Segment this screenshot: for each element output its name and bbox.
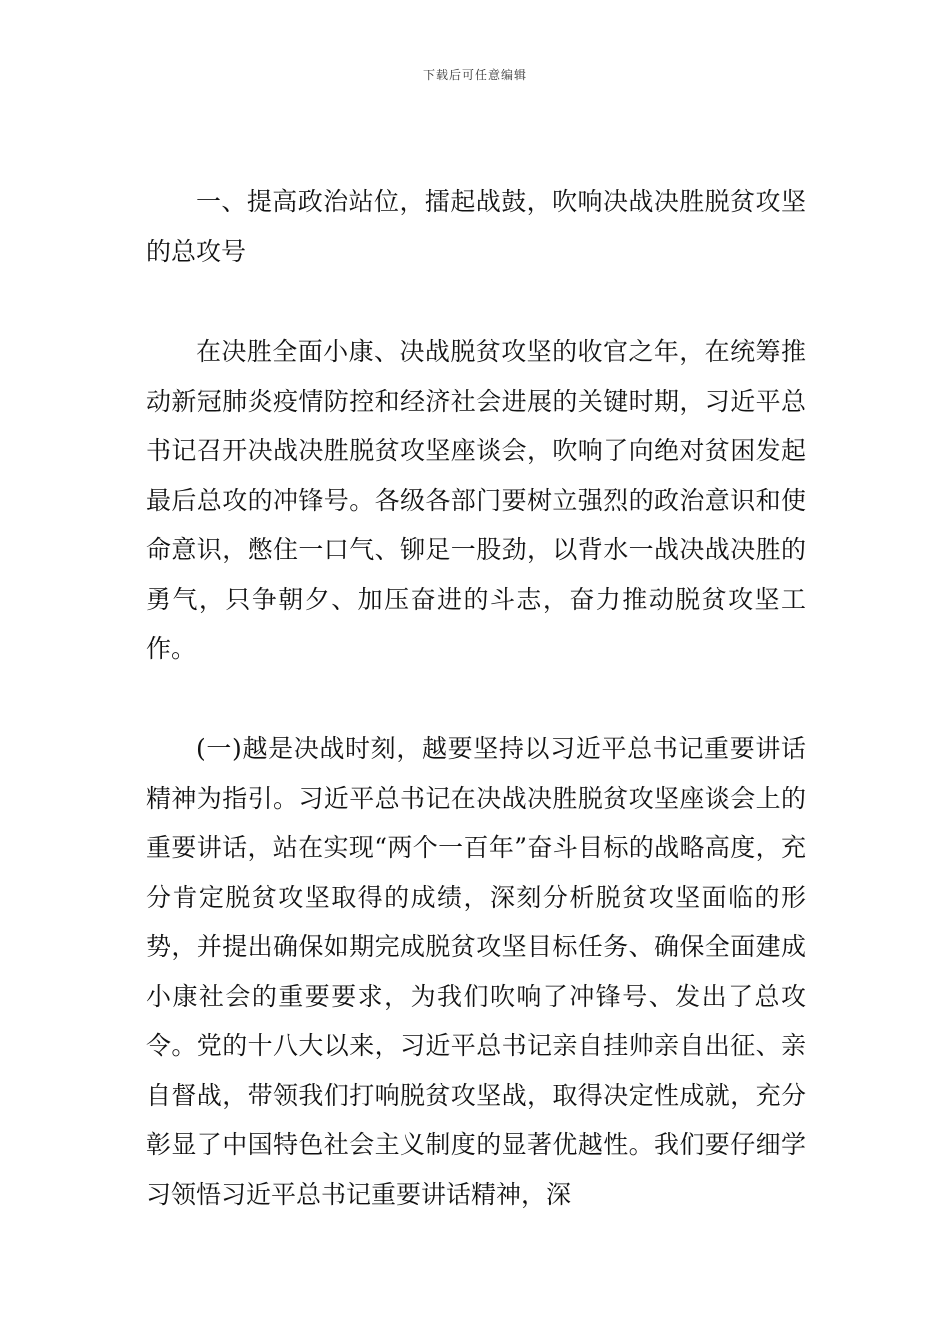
paragraph-1: 在决胜全面小康、决战脱贫攻坚的收官之年，在统筹推动新冠肺炎疫情防控和经济社会进展的关键时期，习近平总书记召开决战决胜脱贫攻坚座谈会，吹响了向绝对贫困发起最后总攻的冲锋号。各级各部门要树立强烈的政治意识和使命意识，憋住一口气、铆足一股劲，以背水一战决战决胜的勇气，只争朝夕、加压奋进的斗志，奋力推动脱贫攻坚工作。 (146, 337, 806, 663)
paragraph-2: (一)越是决战时刻，越要坚持以习近平总书记重要讲话精神为指引。习近平总书记在决战决胜脱贫攻坚座谈会上的重要讲话，站在实现“两个一百年”奋斗目标的战略高度，充分肯定脱贫攻坚取得的成绩，深刻分析脱贫攻坚面临的形势，并提出确保如期完成脱贫攻坚目标任务、确保全面建成小康社会的重要要求，为我们吹响了冲锋号、发出了总攻令。党的十八大以来，习近平总书记亲自挂帅亲自出征、亲自督战，带领我们打响脱贫攻坚战，取得决定性成就，充分彰显了中国特色社会主义制度的显著优越性。我们要仔细学习领悟习近平总书记重要讲话精神，深 (146, 734, 806, 1209)
section-heading: 一、提高政治站位，擂起战鼓，吹响决战决胜脱贫攻坚的总攻号 (146, 187, 806, 266)
header-note: 下载后可任意编辑 (422, 68, 527, 82)
